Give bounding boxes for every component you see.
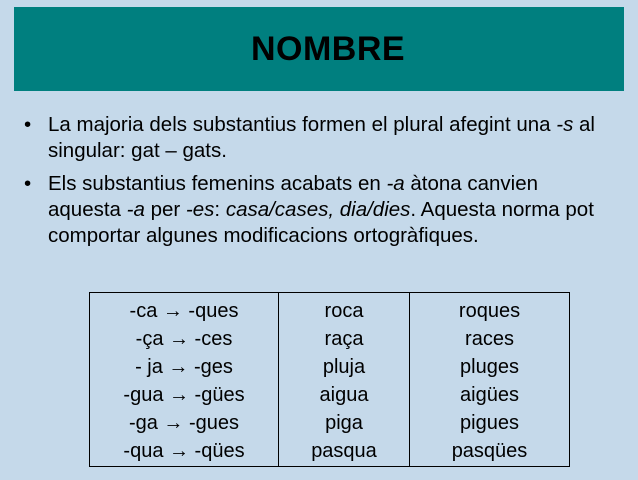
table-cell: pasqua bbox=[311, 440, 377, 462]
bullet-text: La majoria dels substantius formen el plural afegint una bbox=[48, 113, 557, 136]
table-column-rule bbox=[90, 293, 279, 466]
table-cell: -ça → -ces bbox=[135, 328, 233, 350]
bullet-text: àtona canvien aquesta bbox=[48, 172, 539, 221]
table-cell: -qua → -qües bbox=[123, 440, 245, 462]
bullet-text: . Aquesta norma pot comportar algunes modificacions ortogràfiques. bbox=[48, 198, 594, 247]
table-cell: pasqües bbox=[451, 440, 528, 462]
table-cell: pluges bbox=[460, 356, 519, 378]
table-cell: -ga → -gues bbox=[128, 412, 240, 434]
bullet-text-italic: -a bbox=[386, 172, 405, 195]
bullet-text-italic: -es bbox=[185, 198, 215, 221]
table-cell: pigues bbox=[460, 412, 519, 434]
table-column-plural bbox=[410, 293, 569, 466]
bullet-text: al singular: gat – gats. bbox=[48, 113, 595, 162]
table-cell: raça bbox=[324, 328, 364, 350]
bullet-list bbox=[20, 112, 610, 256]
bullet-item-2 bbox=[20, 171, 610, 249]
plural-rules-table bbox=[89, 292, 570, 467]
table-cell: roca bbox=[324, 300, 364, 322]
bullet-text-italic: casa/cases, dia/dies bbox=[225, 198, 411, 221]
bullet-text-italic: -a bbox=[126, 198, 145, 221]
table-column-singular bbox=[279, 293, 410, 466]
table-cell: piga bbox=[325, 412, 363, 434]
table-cell: races bbox=[465, 328, 514, 350]
table-cell: - ja → -ges bbox=[135, 356, 233, 378]
title-bar bbox=[14, 7, 624, 91]
table-cell: pluja bbox=[322, 356, 366, 378]
table-cell: aigua bbox=[319, 384, 369, 406]
bullet-marker: • bbox=[24, 172, 32, 195]
bullet-text: Els substantius femenins acabats en bbox=[48, 172, 387, 195]
table-cell: aigües bbox=[460, 384, 519, 406]
table-cell: -gua → -gües bbox=[123, 384, 245, 406]
table-cell: roques bbox=[458, 300, 521, 322]
bullet-marker: • bbox=[24, 113, 32, 136]
bullet-text-italic: -s bbox=[556, 113, 574, 136]
slide-title: NOMBRE bbox=[250, 29, 406, 68]
bullet-text: : bbox=[214, 198, 226, 221]
table-cell: -ca → -ques bbox=[129, 300, 239, 322]
bullet-item-1 bbox=[20, 112, 610, 164]
bullet-text: per bbox=[144, 198, 186, 221]
